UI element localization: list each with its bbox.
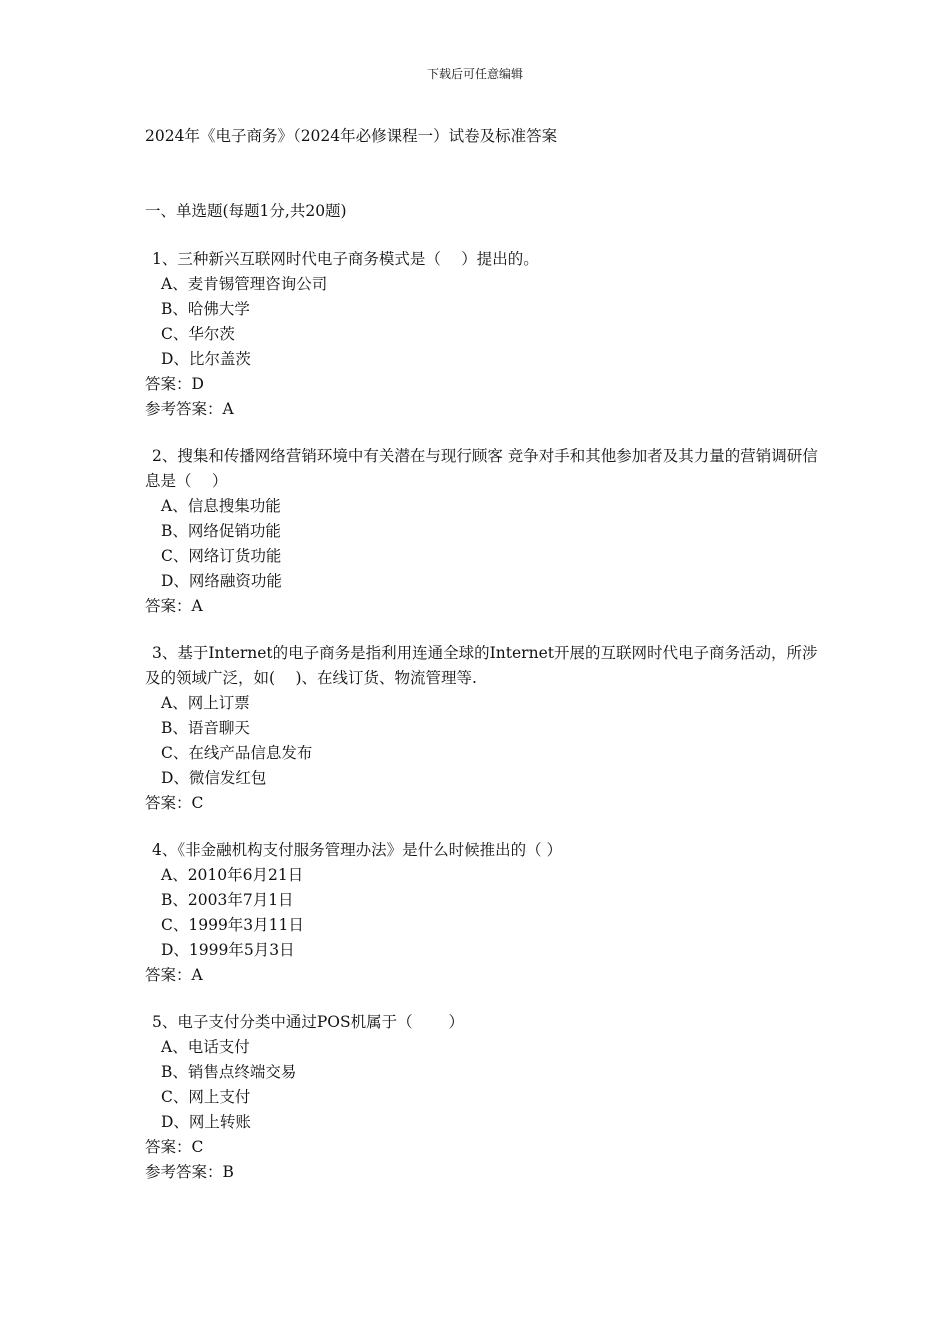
option-c: C、华尔茨 bbox=[161, 325, 235, 343]
reference-answer: 参考答案：A bbox=[145, 400, 234, 418]
option-a: A、电话支付 bbox=[161, 1038, 250, 1056]
question-stem: 2、搜集和传播网络营销环境中有关潜在与现行顾客 竞争对手和其他参加者及其力量的营销调研信息是（ ） bbox=[145, 447, 818, 490]
option-b: B、语音聊天 bbox=[161, 719, 250, 737]
question-stem: 5、电子支付分类中通过POS机属于（ ） bbox=[152, 1013, 465, 1031]
answer: 答案：C bbox=[145, 1138, 204, 1156]
document-content bbox=[145, 122, 825, 1207]
option-d: D、比尔盖茨 bbox=[161, 350, 251, 368]
option-b: B、销售点终端交易 bbox=[161, 1063, 297, 1081]
question-1 bbox=[145, 247, 825, 422]
option-d: D、1999年5月3日 bbox=[161, 941, 295, 959]
option-a: A、信息搜集功能 bbox=[161, 497, 281, 515]
option-d: D、微信发红包 bbox=[161, 769, 267, 787]
reference-answer: 参考答案：B bbox=[145, 1163, 234, 1181]
question-stem: 1、三种新兴互联网时代电子商务模式是（ ）提出的。 bbox=[152, 250, 539, 268]
answer: 答案：C bbox=[145, 794, 204, 812]
option-d: D、网络融资功能 bbox=[161, 572, 282, 590]
question-stem: 3、基于Internet的电子商务是指利用连通全球的Internet开展的互联网时代电子商务活动，所涉及的领域广泛，如( )、在线订货、物流管理等. bbox=[145, 644, 818, 687]
option-b: B、哈佛大学 bbox=[161, 300, 250, 318]
option-d: D、网上转账 bbox=[161, 1113, 251, 1131]
option-b: B、网络促销功能 bbox=[161, 522, 281, 540]
option-c: C、1999年3月11日 bbox=[161, 916, 304, 934]
question-2 bbox=[145, 444, 825, 619]
answer: 答案：A bbox=[145, 597, 203, 615]
option-c: C、在线产品信息发布 bbox=[161, 744, 313, 762]
document-title: 2024年《电子商务》（2024年必修课程一）试卷及标准答案 bbox=[145, 127, 558, 145]
section-title: 一、单选题(每题1分,共20题) bbox=[145, 202, 347, 220]
option-c: C、网络订货功能 bbox=[161, 547, 282, 565]
option-c: C、网上支付 bbox=[161, 1088, 251, 1106]
question-3 bbox=[145, 641, 825, 816]
question-4 bbox=[145, 838, 825, 988]
option-a: A、网上订票 bbox=[161, 694, 250, 712]
header-note: 下载后可任意编辑 bbox=[426, 67, 523, 81]
option-a: A、2010年6月21日 bbox=[161, 866, 304, 884]
answer: 答案：D bbox=[145, 375, 204, 393]
option-b: B、2003年7月1日 bbox=[161, 891, 294, 909]
answer: 答案：A bbox=[145, 966, 203, 984]
option-a: A、麦肯锡管理咨询公司 bbox=[161, 275, 328, 293]
question-stem: 4、《非金融机构支付服务管理办法》是什么时候推出的（ ） bbox=[152, 841, 563, 859]
question-5 bbox=[145, 1010, 825, 1185]
